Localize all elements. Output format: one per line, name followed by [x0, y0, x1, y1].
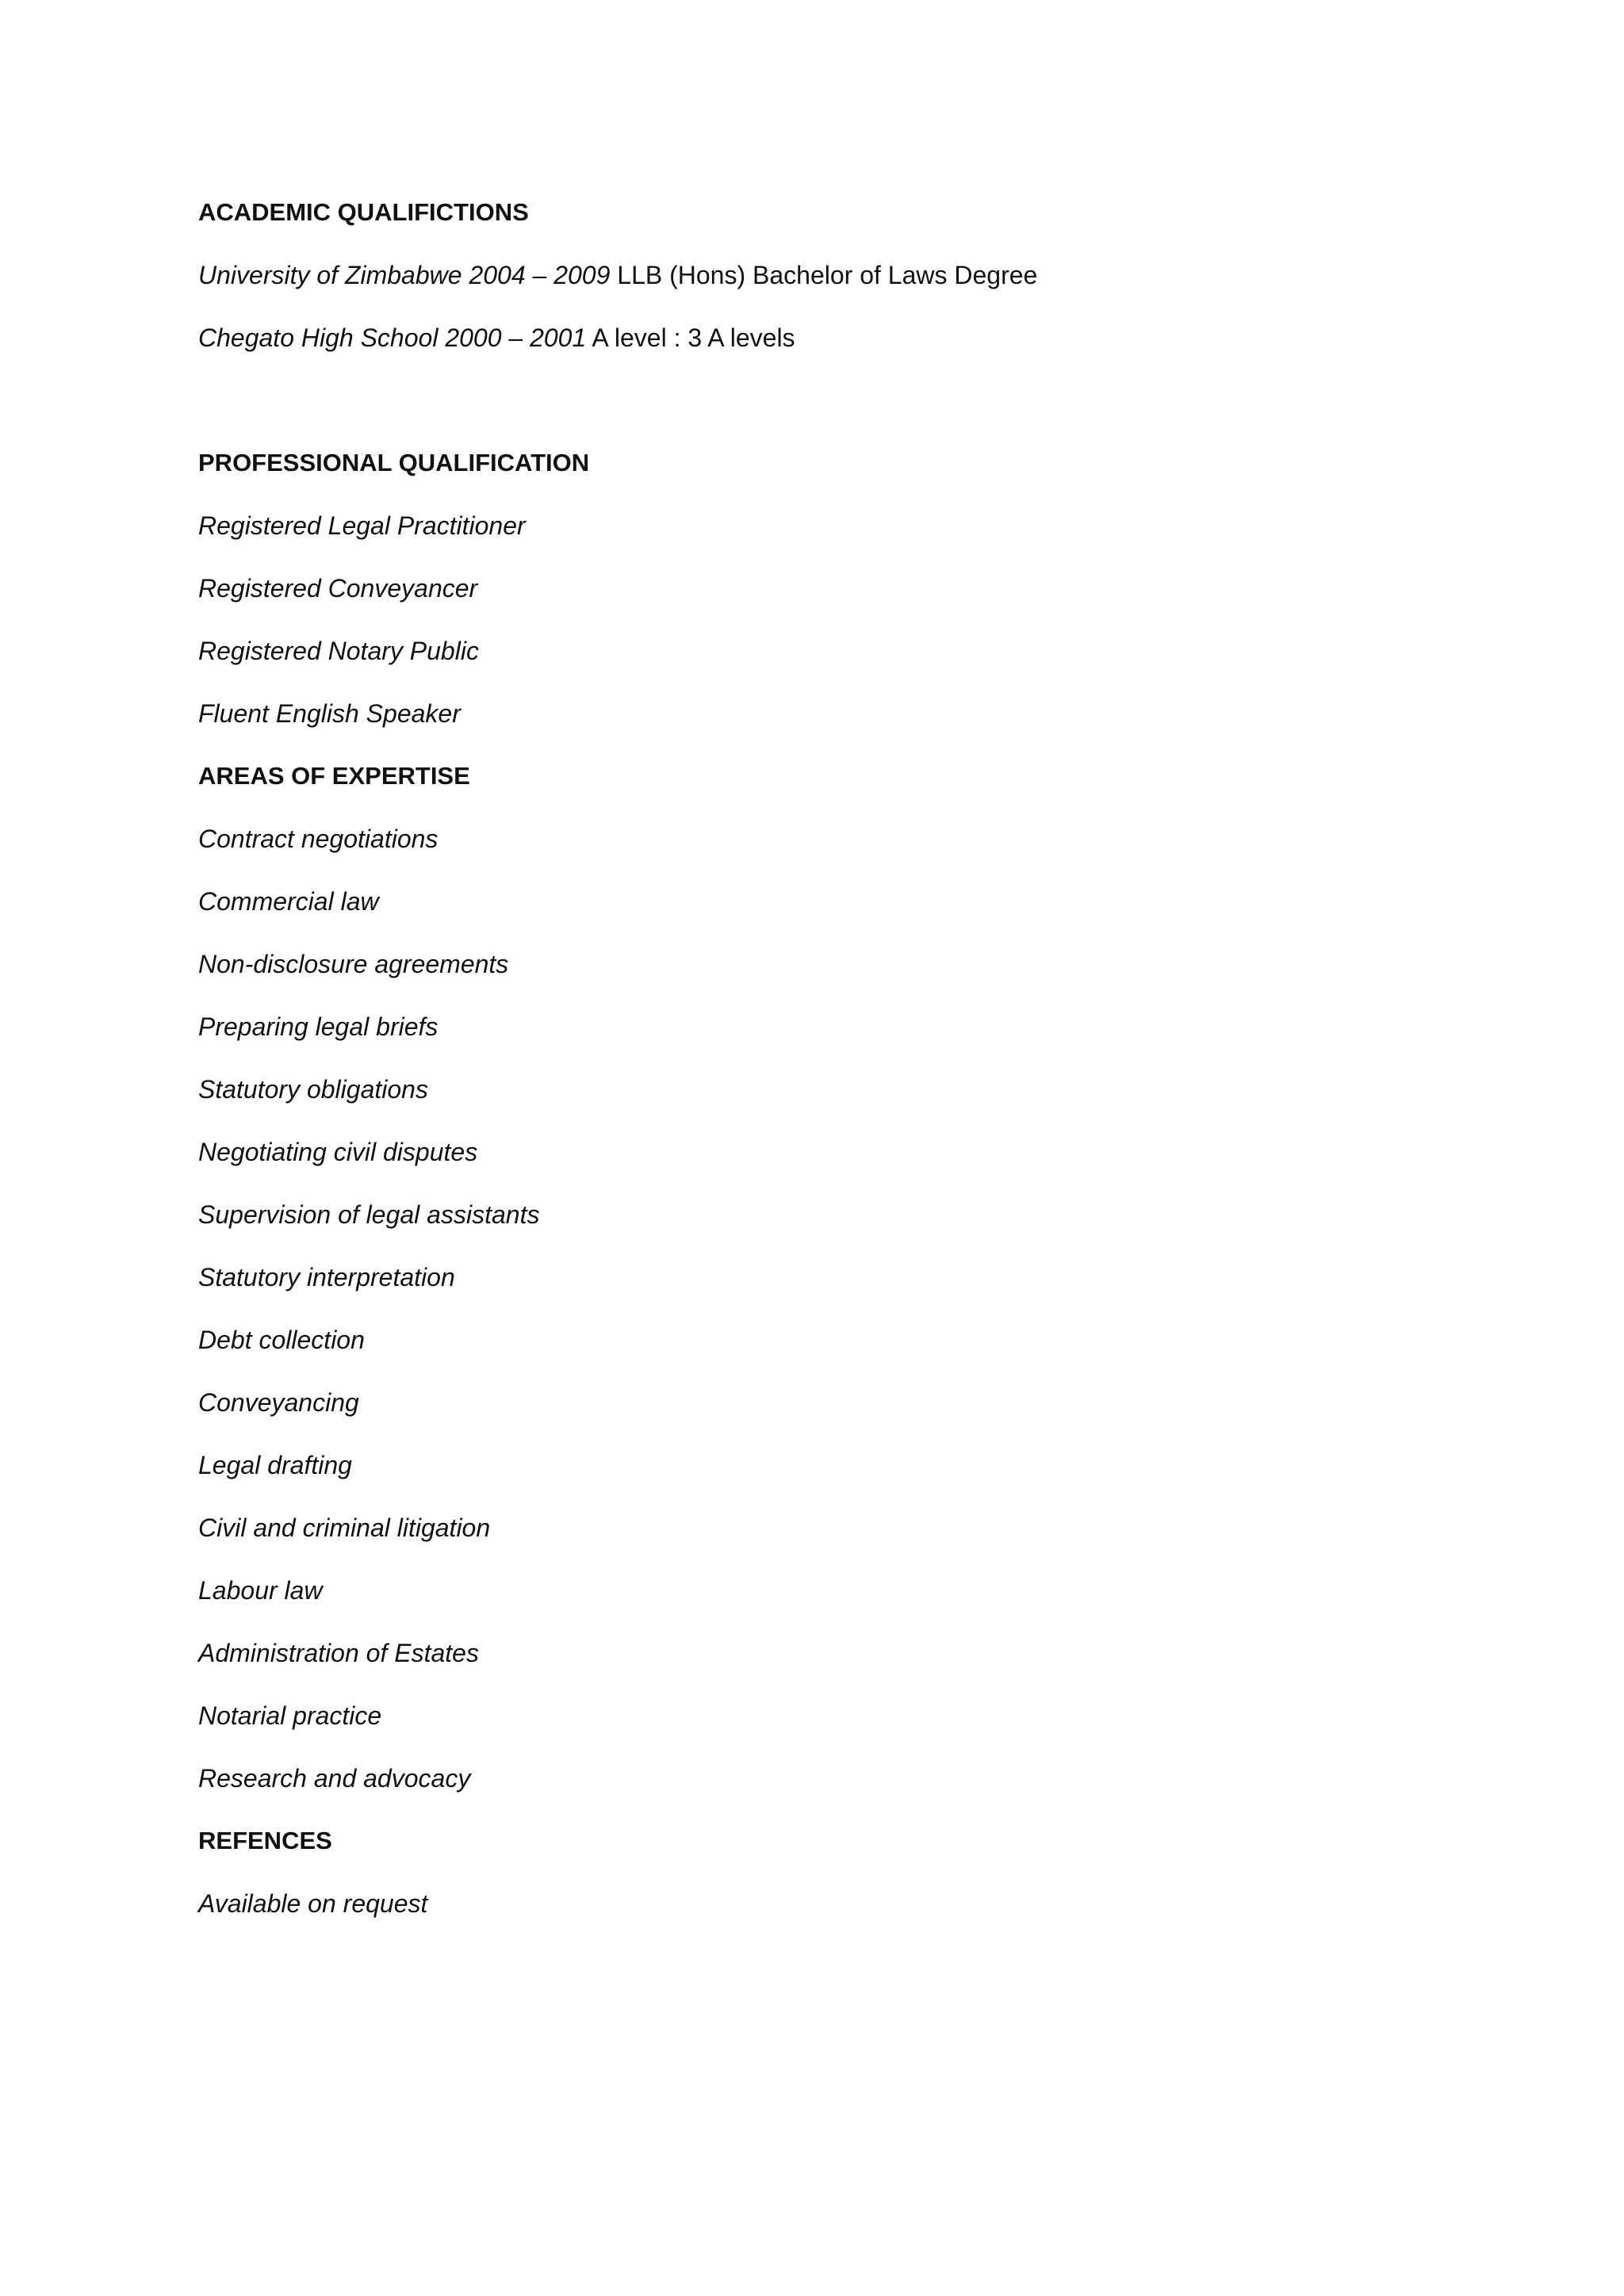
- academic-institution: University of Zimbabwe 2004 – 2009: [198, 261, 611, 289]
- expertise-item: Research and advocacy: [198, 1764, 471, 1793]
- section-spacer: [198, 383, 1435, 446]
- professional-item: Registered Legal Practitioner: [198, 511, 526, 540]
- references-text: Available on request: [198, 1889, 428, 1918]
- academic-entry: [198, 320, 1435, 383]
- references-heading: REFENCES: [198, 1827, 332, 1854]
- professional-item: Fluent English Speaker: [198, 699, 461, 728]
- expertise-item: Preparing legal briefs: [198, 1012, 439, 1041]
- expertise-item: Negotiating civil disputes: [198, 1138, 478, 1166]
- expertise-item: Civil and criminal litigation: [198, 1513, 491, 1542]
- professional-item: Registered Notary Public: [198, 637, 479, 665]
- expertise-item: Legal drafting: [198, 1451, 352, 1479]
- professional-heading: PROFESSIONAL QUALIFICATION: [198, 449, 590, 476]
- academic-detail: LLB (Hons) Bachelor of Laws Degree: [610, 261, 1038, 289]
- expertise-heading: AREAS OF EXPERTISE: [198, 762, 470, 790]
- academic-entry: [198, 258, 1435, 320]
- expertise-item: Supervision of legal assistants: [198, 1200, 540, 1229]
- academic-detail: A level : 3 A levels: [586, 323, 795, 352]
- expertise-item: Statutory interpretation: [198, 1263, 455, 1292]
- professional-item: Registered Conveyancer: [198, 574, 478, 603]
- expertise-item: Debt collection: [198, 1326, 365, 1354]
- academic-institution: Chegato High School 2000 – 2001: [198, 323, 587, 352]
- expertise-item: Conveyancing: [198, 1388, 359, 1417]
- expertise-item: Statutory obligations: [198, 1075, 428, 1104]
- expertise-item: Contract negotiations: [198, 825, 439, 853]
- academic-heading: ACADEMIC QUALIFICTIONS: [198, 198, 529, 226]
- expertise-item: Administration of Estates: [198, 1639, 479, 1667]
- expertise-item: Commercial law: [198, 887, 379, 916]
- expertise-item: Non-disclosure agreements: [198, 950, 509, 978]
- expertise-item: Notarial practice: [198, 1701, 382, 1730]
- expertise-item: Labour law: [198, 1576, 323, 1605]
- cv-content: [198, 195, 1435, 1949]
